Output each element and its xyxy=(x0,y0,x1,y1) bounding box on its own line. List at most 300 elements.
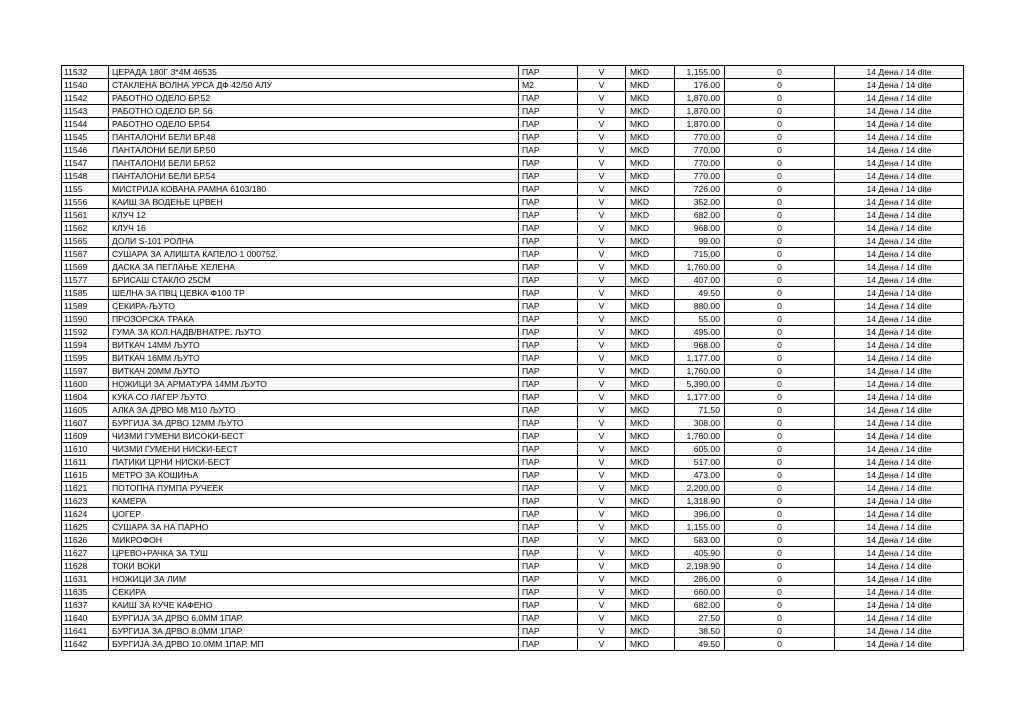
vat-cell: V xyxy=(578,378,626,391)
price-cell: 770.00 xyxy=(675,157,725,170)
vat-cell: V xyxy=(578,92,626,105)
quantity-cell: 0 xyxy=(725,495,835,508)
item-code-cell: 11628 xyxy=(62,560,109,573)
currency-cell: MKD xyxy=(626,222,675,235)
table-row xyxy=(62,79,964,92)
quantity-cell: 0 xyxy=(725,586,835,599)
quantity-cell: 0 xyxy=(725,365,835,378)
delivery-cell: 14 Дена / 14 dite xyxy=(835,105,964,118)
price-cell: 1,870.00 xyxy=(675,105,725,118)
vat-cell: V xyxy=(578,339,626,352)
quantity-cell: 0 xyxy=(725,170,835,183)
table-row xyxy=(62,183,964,196)
quantity-cell: 0 xyxy=(725,66,835,79)
price-cell: 715.00 xyxy=(675,248,725,261)
item-code-cell: 11631 xyxy=(62,573,109,586)
vat-cell: V xyxy=(578,495,626,508)
table-row xyxy=(62,534,964,547)
delivery-cell: 14 Дена / 14 dite xyxy=(835,443,964,456)
item-name-cell: БУРГИЈА ЗА ДРВО 10.0ММ 1ПАР. МП xyxy=(109,638,519,651)
delivery-cell: 14 Дена / 14 dite xyxy=(835,378,964,391)
quantity-cell: 0 xyxy=(725,391,835,404)
item-code-cell: 11548 xyxy=(62,170,109,183)
table-row xyxy=(62,248,964,261)
table-row xyxy=(62,586,964,599)
vat-cell: V xyxy=(578,521,626,534)
item-name-cell: ЦРЕВО+РАЧКА ЗА ТУШ xyxy=(109,547,519,560)
delivery-cell: 14 Дена / 14 dite xyxy=(835,586,964,599)
price-cell: 5,390.00 xyxy=(675,378,725,391)
item-name-cell: СТАКЛЕНА ВОЛНА УРСА ДФ 42/50 АЛУ xyxy=(109,79,519,92)
unit-cell: ПАР xyxy=(519,599,578,612)
quantity-cell: 0 xyxy=(725,469,835,482)
vat-cell: V xyxy=(578,183,626,196)
quantity-cell: 0 xyxy=(725,339,835,352)
table-row xyxy=(62,92,964,105)
vat-cell: V xyxy=(578,118,626,131)
delivery-cell: 14 Дена / 14 dite xyxy=(835,144,964,157)
price-cell: 1,760.00 xyxy=(675,261,725,274)
price-cell: 770.00 xyxy=(675,144,725,157)
unit-cell: ПАР xyxy=(519,521,578,534)
price-cell: 660.00 xyxy=(675,586,725,599)
price-cell: 2,200.00 xyxy=(675,482,725,495)
quantity-cell: 0 xyxy=(725,573,835,586)
quantity-cell: 0 xyxy=(725,443,835,456)
vat-cell: V xyxy=(578,404,626,417)
delivery-cell: 14 Дена / 14 dite xyxy=(835,391,964,404)
item-code-cell: 11532 xyxy=(62,66,109,79)
vat-cell: V xyxy=(578,131,626,144)
table-row xyxy=(62,508,964,521)
delivery-cell: 14 Дена / 14 dite xyxy=(835,118,964,131)
currency-cell: MKD xyxy=(626,170,675,183)
item-code-cell: 11611 xyxy=(62,456,109,469)
table-row xyxy=(62,495,964,508)
table-row xyxy=(62,365,964,378)
currency-cell: MKD xyxy=(626,300,675,313)
vat-cell: V xyxy=(578,560,626,573)
price-cell: 517.00 xyxy=(675,456,725,469)
vat-cell: V xyxy=(578,170,626,183)
table-row xyxy=(62,443,964,456)
item-code-cell: 11626 xyxy=(62,534,109,547)
vat-cell: V xyxy=(578,196,626,209)
quantity-cell: 0 xyxy=(725,638,835,651)
currency-cell: MKD xyxy=(626,495,675,508)
unit-cell: ПАР xyxy=(519,430,578,443)
item-name-cell: КАМЕРА xyxy=(109,495,519,508)
item-name-cell: ПАТИКИ ЦРНИ НИСКИ-БЕСТ xyxy=(109,456,519,469)
item-code-cell: 11605 xyxy=(62,404,109,417)
item-code-cell: 11625 xyxy=(62,521,109,534)
price-cell: 880.00 xyxy=(675,300,725,313)
vat-cell: V xyxy=(578,157,626,170)
delivery-cell: 14 Дена / 14 dite xyxy=(835,560,964,573)
item-code-cell: 11561 xyxy=(62,209,109,222)
delivery-cell: 14 Дена / 14 dite xyxy=(835,612,964,625)
unit-cell: ПАР xyxy=(519,534,578,547)
quantity-cell: 0 xyxy=(725,313,835,326)
item-name-cell: ШЕЛНА ЗА ПВЦ ЦЕВКА Ф100 ТР xyxy=(109,287,519,300)
item-code-cell: 1155 xyxy=(62,183,109,196)
unit-cell: ПАР xyxy=(519,612,578,625)
delivery-cell: 14 Дена / 14 dite xyxy=(835,92,964,105)
quantity-cell: 0 xyxy=(725,612,835,625)
quantity-cell: 0 xyxy=(725,183,835,196)
unit-cell: ПАР xyxy=(519,352,578,365)
price-cell: 1,870.00 xyxy=(675,118,725,131)
currency-cell: MKD xyxy=(626,443,675,456)
item-name-cell: ВИТКАЧ 14ММ ЉУТО xyxy=(109,339,519,352)
item-name-cell: МИКРОФОН xyxy=(109,534,519,547)
currency-cell: MKD xyxy=(626,131,675,144)
price-cell: 1,318.90 xyxy=(675,495,725,508)
delivery-cell: 14 Дена / 14 dite xyxy=(835,495,964,508)
unit-cell: ПАР xyxy=(519,547,578,560)
unit-cell: ПАР xyxy=(519,183,578,196)
table-row xyxy=(62,391,964,404)
currency-cell: MKD xyxy=(626,586,675,599)
delivery-cell: 14 Дена / 14 dite xyxy=(835,274,964,287)
delivery-cell: 14 Дена / 14 dite xyxy=(835,183,964,196)
currency-cell: MKD xyxy=(626,326,675,339)
vat-cell: V xyxy=(578,105,626,118)
table-row xyxy=(62,313,964,326)
currency-cell: MKD xyxy=(626,456,675,469)
vat-cell: V xyxy=(578,430,626,443)
item-code-cell: 11577 xyxy=(62,274,109,287)
price-cell: 352.00 xyxy=(675,196,725,209)
vat-cell: V xyxy=(578,508,626,521)
quantity-cell: 0 xyxy=(725,287,835,300)
quantity-cell: 0 xyxy=(725,248,835,261)
vat-cell: V xyxy=(578,638,626,651)
unit-cell: ПАР xyxy=(519,456,578,469)
delivery-cell: 14 Дена / 14 dite xyxy=(835,534,964,547)
table-row xyxy=(62,547,964,560)
vat-cell: V xyxy=(578,300,626,313)
table-row xyxy=(62,417,964,430)
item-code-cell: 11615 xyxy=(62,469,109,482)
item-code-cell: 11567 xyxy=(62,248,109,261)
item-name-cell: ЧИЗМИ ГУМЕНИ НИСКИ-БЕСТ xyxy=(109,443,519,456)
vat-cell: V xyxy=(578,547,626,560)
quantity-cell: 0 xyxy=(725,92,835,105)
unit-cell: ПАР xyxy=(519,404,578,417)
price-cell: 1,155.00 xyxy=(675,66,725,79)
item-code-cell: 11623 xyxy=(62,495,109,508)
item-name-cell: ТОКИ ВОКИ xyxy=(109,560,519,573)
item-code-cell: 11545 xyxy=(62,131,109,144)
item-code-cell: 11609 xyxy=(62,430,109,443)
currency-cell: MKD xyxy=(626,79,675,92)
unit-cell: ПАР xyxy=(519,261,578,274)
item-code-cell: 11543 xyxy=(62,105,109,118)
quantity-cell: 0 xyxy=(725,222,835,235)
delivery-cell: 14 Дена / 14 dite xyxy=(835,638,964,651)
vat-cell: V xyxy=(578,144,626,157)
price-cell: 1,177.00 xyxy=(675,352,725,365)
table-row xyxy=(62,482,964,495)
item-name-cell: КЛУЧ 12 xyxy=(109,209,519,222)
item-name-cell: КЛУЧ 16 xyxy=(109,222,519,235)
price-cell: 396.00 xyxy=(675,508,725,521)
item-name-cell: СЕКИРА-ЉУТО xyxy=(109,300,519,313)
delivery-cell: 14 Дена / 14 dite xyxy=(835,209,964,222)
unit-cell: ПАР xyxy=(519,170,578,183)
item-code-cell: 11607 xyxy=(62,417,109,430)
item-name-cell: СУШАРА ЗА НА ПАРНО xyxy=(109,521,519,534)
item-code-cell: 11544 xyxy=(62,118,109,131)
item-code-cell: 11594 xyxy=(62,339,109,352)
quantity-cell: 0 xyxy=(725,599,835,612)
delivery-cell: 14 Дена / 14 dite xyxy=(835,248,964,261)
delivery-cell: 14 Дена / 14 dite xyxy=(835,339,964,352)
quantity-cell: 0 xyxy=(725,300,835,313)
table-row xyxy=(62,469,964,482)
price-cell: 55.00 xyxy=(675,313,725,326)
quantity-cell: 0 xyxy=(725,274,835,287)
item-name-cell: ПРОЗОРСКА ТРАКА xyxy=(109,313,519,326)
currency-cell: MKD xyxy=(626,521,675,534)
quantity-cell: 0 xyxy=(725,521,835,534)
vat-cell: V xyxy=(578,456,626,469)
price-cell: 605.00 xyxy=(675,443,725,456)
currency-cell: MKD xyxy=(626,534,675,547)
item-code-cell: 11569 xyxy=(62,261,109,274)
table-row xyxy=(62,261,964,274)
vat-cell: V xyxy=(578,261,626,274)
unit-cell: ПАР xyxy=(519,391,578,404)
table-row xyxy=(62,599,964,612)
item-name-cell: РАБОТНО ОДЕЛО БР.52 xyxy=(109,92,519,105)
quantity-cell: 0 xyxy=(725,417,835,430)
vat-cell: V xyxy=(578,443,626,456)
delivery-cell: 14 Дена / 14 dite xyxy=(835,170,964,183)
price-cell: 1,760.00 xyxy=(675,430,725,443)
vat-cell: V xyxy=(578,352,626,365)
currency-cell: MKD xyxy=(626,209,675,222)
price-cell: 726.00 xyxy=(675,183,725,196)
currency-cell: MKD xyxy=(626,352,675,365)
item-name-cell: КАИШ ЗА ВОДЕЊЕ ЦРВЕН xyxy=(109,196,519,209)
delivery-cell: 14 Дена / 14 dite xyxy=(835,300,964,313)
quantity-cell: 0 xyxy=(725,105,835,118)
currency-cell: MKD xyxy=(626,66,675,79)
delivery-cell: 14 Дена / 14 dite xyxy=(835,196,964,209)
unit-cell: ПАР xyxy=(519,144,578,157)
table-row xyxy=(62,157,964,170)
quantity-cell: 0 xyxy=(725,131,835,144)
vat-cell: V xyxy=(578,469,626,482)
price-cell: 1,177.00 xyxy=(675,391,725,404)
currency-cell: MKD xyxy=(626,157,675,170)
item-code-cell: 11604 xyxy=(62,391,109,404)
item-code-cell: 11597 xyxy=(62,365,109,378)
currency-cell: MKD xyxy=(626,118,675,131)
item-name-cell: ПАНТАЛОНИ БЕЛИ БР.52 xyxy=(109,157,519,170)
item-name-cell: ГУМА ЗА КОЛ.НАДВ/ВНАТРЕ. ЉУТО xyxy=(109,326,519,339)
table-row xyxy=(62,378,964,391)
currency-cell: MKD xyxy=(626,235,675,248)
currency-cell: MKD xyxy=(626,313,675,326)
quantity-cell: 0 xyxy=(725,79,835,92)
price-cell: 308.00 xyxy=(675,417,725,430)
currency-cell: MKD xyxy=(626,287,675,300)
table-row xyxy=(62,456,964,469)
currency-cell: MKD xyxy=(626,482,675,495)
vat-cell: V xyxy=(578,586,626,599)
item-code-cell: 11546 xyxy=(62,144,109,157)
vat-cell: V xyxy=(578,534,626,547)
item-name-cell: ПОТОПНА ПУМПА РУЧЕЕК xyxy=(109,482,519,495)
currency-cell: MKD xyxy=(626,612,675,625)
table-row xyxy=(62,339,964,352)
currency-cell: MKD xyxy=(626,417,675,430)
currency-cell: MKD xyxy=(626,573,675,586)
table-row xyxy=(62,196,964,209)
price-cell: 176.00 xyxy=(675,79,725,92)
delivery-cell: 14 Дена / 14 dite xyxy=(835,521,964,534)
item-code-cell: 11540 xyxy=(62,79,109,92)
price-cell: 1,870.00 xyxy=(675,92,725,105)
item-code-cell: 11590 xyxy=(62,313,109,326)
vat-cell: V xyxy=(578,287,626,300)
price-cell: 583.00 xyxy=(675,534,725,547)
item-name-cell: БУРГИЈА ЗА ДРВО 8.0ММ 1ПАР. xyxy=(109,625,519,638)
price-table xyxy=(61,65,964,651)
item-name-cell: ПАНТАЛОНИ БЕЛИ БР.54 xyxy=(109,170,519,183)
table-row xyxy=(62,638,964,651)
item-code-cell: 11621 xyxy=(62,482,109,495)
quantity-cell: 0 xyxy=(725,352,835,365)
table-body xyxy=(62,66,964,651)
quantity-cell: 0 xyxy=(725,534,835,547)
delivery-cell: 14 Дена / 14 dite xyxy=(835,313,964,326)
delivery-cell: 14 Дена / 14 dite xyxy=(835,352,964,365)
delivery-cell: 14 Дена / 14 dite xyxy=(835,235,964,248)
vat-cell: V xyxy=(578,612,626,625)
unit-cell: ПАР xyxy=(519,469,578,482)
unit-cell: ПАР xyxy=(519,248,578,261)
unit-cell: ПАР xyxy=(519,209,578,222)
quantity-cell: 0 xyxy=(725,547,835,560)
delivery-cell: 14 Дена / 14 dite xyxy=(835,157,964,170)
vat-cell: V xyxy=(578,313,626,326)
unit-cell: ПАР xyxy=(519,196,578,209)
unit-cell: ПАР xyxy=(519,443,578,456)
unit-cell: M2 xyxy=(519,79,578,92)
table-row xyxy=(62,105,964,118)
item-code-cell: 11562 xyxy=(62,222,109,235)
delivery-cell: 14 Дена / 14 dite xyxy=(835,456,964,469)
vat-cell: V xyxy=(578,222,626,235)
vat-cell: V xyxy=(578,625,626,638)
currency-cell: MKD xyxy=(626,391,675,404)
delivery-cell: 14 Дена / 14 dite xyxy=(835,430,964,443)
currency-cell: MKD xyxy=(626,196,675,209)
delivery-cell: 14 Дена / 14 dite xyxy=(835,469,964,482)
table-row xyxy=(62,222,964,235)
delivery-cell: 14 Дена / 14 dite xyxy=(835,131,964,144)
currency-cell: MKD xyxy=(626,560,675,573)
currency-cell: MKD xyxy=(626,508,675,521)
unit-cell: ПАР xyxy=(519,118,578,131)
delivery-cell: 14 Дена / 14 dite xyxy=(835,261,964,274)
item-code-cell: 11640 xyxy=(62,612,109,625)
delivery-cell: 14 Дена / 14 dite xyxy=(835,326,964,339)
price-cell: 473.00 xyxy=(675,469,725,482)
item-name-cell: ЧИЗМИ ГУМЕНИ ВИСОКИ-БЕСТ xyxy=(109,430,519,443)
item-code-cell: 11595 xyxy=(62,352,109,365)
item-code-cell: 11635 xyxy=(62,586,109,599)
quantity-cell: 0 xyxy=(725,378,835,391)
table-row xyxy=(62,287,964,300)
quantity-cell: 0 xyxy=(725,118,835,131)
unit-cell: ПАР xyxy=(519,560,578,573)
item-code-cell: 11547 xyxy=(62,157,109,170)
item-name-cell: ПАНТАЛОНИ БЕЛИ БР.48 xyxy=(109,131,519,144)
quantity-cell: 0 xyxy=(725,456,835,469)
item-name-cell: МЕТРО ЗА ЌОШИЊА xyxy=(109,469,519,482)
quantity-cell: 0 xyxy=(725,482,835,495)
unit-cell: ПАР xyxy=(519,300,578,313)
table-row xyxy=(62,131,964,144)
item-name-cell: МИСТРИЈА КОВАНА РАМНА 6103/180 xyxy=(109,183,519,196)
item-code-cell: 11642 xyxy=(62,638,109,651)
unit-cell: ПАР xyxy=(519,625,578,638)
quantity-cell: 0 xyxy=(725,235,835,248)
delivery-cell: 14 Дена / 14 dite xyxy=(835,573,964,586)
currency-cell: MKD xyxy=(626,183,675,196)
item-code-cell: 11610 xyxy=(62,443,109,456)
item-name-cell: ЦЕРАДА 180Г 3*4М 46535 xyxy=(109,66,519,79)
price-cell: 286.00 xyxy=(675,573,725,586)
price-cell: 71.50 xyxy=(675,404,725,417)
currency-cell: MKD xyxy=(626,638,675,651)
delivery-cell: 14 Дена / 14 dite xyxy=(835,79,964,92)
table-row xyxy=(62,352,964,365)
unit-cell: ПАР xyxy=(519,287,578,300)
table-row xyxy=(62,326,964,339)
table-row xyxy=(62,170,964,183)
price-cell: 968.00 xyxy=(675,222,725,235)
price-cell: 38.50 xyxy=(675,625,725,638)
price-cell: 99.00 xyxy=(675,235,725,248)
price-cell: 770.00 xyxy=(675,170,725,183)
unit-cell: ПАР xyxy=(519,573,578,586)
vat-cell: V xyxy=(578,599,626,612)
delivery-cell: 14 Дена / 14 dite xyxy=(835,417,964,430)
item-name-cell: КАИШ ЗА КУЧЕ КАФЕНО xyxy=(109,599,519,612)
quantity-cell: 0 xyxy=(725,508,835,521)
vat-cell: V xyxy=(578,79,626,92)
vat-cell: V xyxy=(578,209,626,222)
currency-cell: MKD xyxy=(626,105,675,118)
quantity-cell: 0 xyxy=(725,404,835,417)
table-row xyxy=(62,118,964,131)
item-code-cell: 11589 xyxy=(62,300,109,313)
vat-cell: V xyxy=(578,391,626,404)
price-cell: 49.50 xyxy=(675,638,725,651)
currency-cell: MKD xyxy=(626,365,675,378)
item-code-cell: 11637 xyxy=(62,599,109,612)
table-row xyxy=(62,66,964,79)
currency-cell: MKD xyxy=(626,92,675,105)
table-row xyxy=(62,300,964,313)
item-code-cell: 11585 xyxy=(62,287,109,300)
